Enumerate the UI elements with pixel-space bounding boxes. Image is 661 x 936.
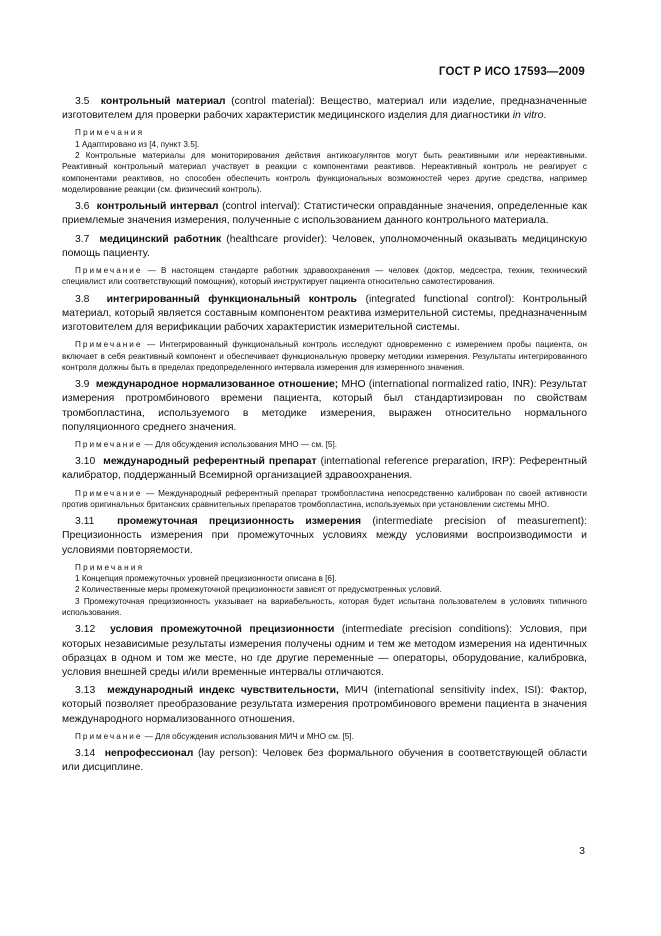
term: контрольный интервал: [96, 201, 219, 213]
term: международный индекс чувствительности,: [107, 685, 339, 697]
term: промежуточная прецизионность измерения: [117, 516, 362, 528]
entry-3-14: 3.14 непрофессионал (lay person): Человек без формального обучения в соответствующей области или дисциплине.: [62, 748, 588, 774]
entry-3-10: 3.10 международный референтный препарат (international reference preparation, IRP): Референтный калибратор, поддержанный Всемирной организацией здравоохранения.: [62, 456, 588, 482]
term: медицинский работник: [99, 233, 222, 245]
document-header: ГОСТ Р ИСО 17593—2009: [438, 66, 585, 78]
term: международное нормализованное отношение;: [95, 379, 339, 391]
entry-3-8: 3.8 интегрированный функциональный контроль (integrated functional control): Контрольный материал, который является составным компонентом реактива измерительной системы, предназначенным изготовителем для верификации рабочих характеристик измерительной системы.: [62, 293, 587, 333]
entry-3-7: 3.7 медицинский работник (healthcare provider): Человек, уполномоченный оказывать медицинскую помощь пациенту.: [62, 233, 587, 259]
term: контрольный материал: [100, 96, 226, 107]
note-3-13: Примечание — Для обсуждения использования МИЧ и МНО см. [5].: [75, 731, 354, 741]
entry-3-13: 3.13 международный индекс чувствительности, МИЧ (international sensitivity index, ISI): Фактор, который позволяет преобразование результата измерения протромбинового времени пациента в значения международного нормализованного отношения.: [62, 685, 587, 725]
entry-3-9: 3.9 международное нормализованное отношение; МНО (international normalized ratio, INR): Результат измерения протромбинового времени пациента, который был стандартизирован по свойствам тромбопластина, используемого в методике измерения, выражен относительно нормального популяционного среднего значения.: [62, 379, 587, 433]
note-3-9: Примечание — Для обсуждения использования МНО — см. [5].: [75, 439, 338, 449]
term: международный референтный препарат: [103, 456, 317, 468]
notes-3-5: Примечания 1 Адаптировано из [4, пункт 3.5]. 2 Контрольные материалы для мониторирования действия антикоагулянтов могут быть реактивными или нереактивными. Реактивный контрольный материал участвует в реакции с компонентами реактивов. Нереактивный контроль не реагирует с компонентами реактивов, но способен обеспечить контроль функциональных возможностей через другие средства, например моделирование реакции (см. физический контроль).: [62, 128, 587, 194]
term: интегрированный функциональный контроль: [106, 293, 357, 305]
note-3-10: Примечание — Международный референтный препарат тромбопластина непосредственно калиброван по своей активности против оригинальных британских сравнительных препаратов тромбопластина, используемых при установлении системы МНО.: [62, 488, 587, 509]
document-body: [62, 95, 587, 779]
note-3-7: Примечание — В настоящем стандарте работник здравоохранения — человек (доктор, медсестра, техник, технический специалист или соответствующий помощник), который инструктирует пациента относительно самотестирования.: [62, 266, 587, 287]
entry-3-6: 3.6 контрольный интервал (control interval): Статистически оправданные значения, определенные как приемлемые значения измерения, полученные с использованием данного контрольного материала.: [62, 201, 587, 227]
entry-3-11: 3.11 промежуточная прецизионность измерения (intermediate precision of measurement): Прецизионность измерения при промежуточных условиях между условиями воспроизводимости и условиями повторяемости.: [62, 516, 587, 556]
entry-3-12: 3.12 условия промежуточной прецизионности (intermediate precision conditions): Условия, при которых независимые результаты измерения получены одним и тем же методом измерения на идентичных образцах в одном и том же месте, но где другие переменные — операторы, оборудование, калибровка, условия внешней среды и/или временные интервалы отличаются.: [62, 624, 587, 678]
note-3-8: Примечание — Интегрированный функциональный контроль исследуют одновременно с измерением пробы пациента, он включает в себя реактивный компонент и обеспечивает функциональную проверку методики измерения. Результаты интегрированного контроля должны быть в пределах предопределенного интервала измерения для измеренного значения.: [62, 340, 587, 372]
term: непрофессионал: [104, 748, 194, 760]
notes-3-11: Примечания 1 Концепция промежуточных уровней прецизионности описана в [6]. 2 Количественные меры промежуточной прецизионности зависят от предусмотренных условий. 3 Промежуточная прецизионность указывает на вариабельность, которая будет испытана пользователем в условиях типичного использования.: [62, 562, 587, 617]
term: условия промежуточной прецизионности: [110, 624, 335, 636]
page-number: 3: [579, 845, 585, 857]
entry-3-5: 3.5 контрольный материал (control material): Вещество, материал или изделие, предназначенные изготовителем для проверки рабочих характеристик медицинского изделия для диагностики in vitro.: [62, 96, 587, 122]
